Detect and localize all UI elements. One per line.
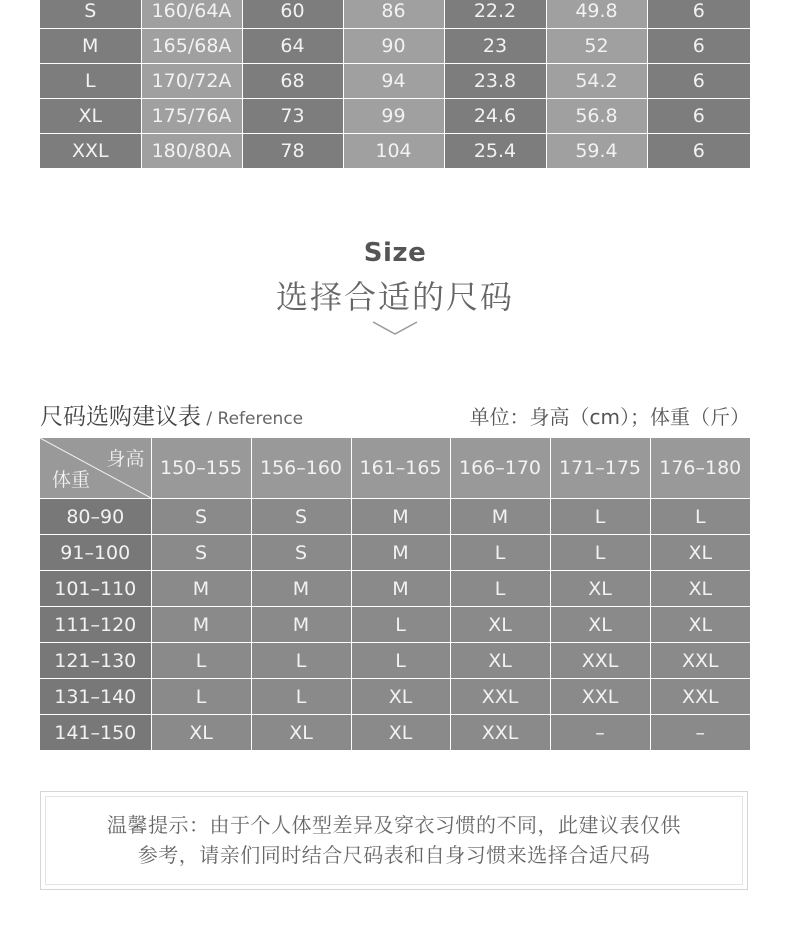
height-range-header: 150–155 [151, 438, 251, 499]
size-cell: 99 [343, 99, 444, 134]
recommended-size-cell: L [550, 535, 650, 571]
recommended-size-cell: XL [351, 679, 450, 715]
recommended-size-cell: XL [151, 715, 251, 751]
recommendation-row [40, 643, 750, 679]
height-range-header: 171–175 [550, 438, 650, 499]
recommended-size-cell: M [351, 499, 450, 535]
size-cell: L [40, 64, 141, 99]
recommended-size-cell: XL [351, 715, 450, 751]
tip-line-2: 参考，请亲们同时结合尺码表和自身习惯来选择合适尺码 [137, 843, 651, 867]
size-cell: 78 [242, 134, 343, 169]
height-range-header: 176–180 [650, 438, 750, 499]
recommended-size-cell: S [251, 535, 351, 571]
size-cell: 90 [343, 29, 444, 64]
recommended-size-cell: M [351, 535, 450, 571]
recommended-size-cell: XXL [550, 643, 650, 679]
size-cell: 60 [242, 0, 343, 29]
size-cell: 6 [647, 0, 750, 29]
recommended-size-cell: XXL [650, 643, 750, 679]
recommendation-title-cn: 尺码选购建议表 [40, 404, 201, 430]
weight-range-label: 131–140 [40, 679, 151, 715]
size-cell: 104 [343, 134, 444, 169]
recommendation-row [40, 571, 750, 607]
recommended-size-cell: XL [550, 607, 650, 643]
size-cell: 94 [343, 64, 444, 99]
size-cell: 86 [343, 0, 444, 29]
recommended-size-cell: XL [650, 571, 750, 607]
height-range-header: 161–165 [351, 438, 450, 499]
recommended-size-cell: L [450, 535, 550, 571]
recommended-size-cell: S [151, 499, 251, 535]
weight-range-label: 80–90 [40, 499, 151, 535]
size-cell: 25.4 [444, 134, 546, 169]
size-cell: 49.8 [546, 0, 647, 29]
section-title-cn: 选择合适的尺码 [275, 278, 514, 316]
height-range-header: 166–170 [450, 438, 550, 499]
corner-label-height: 身高 [106, 448, 145, 470]
size-cell: XL [40, 99, 141, 134]
size-cell: 23 [444, 29, 546, 64]
size-cell: 165/68A [141, 29, 242, 64]
tip-text [71, 810, 717, 870]
recommended-size-cell: XL [450, 607, 550, 643]
tip-box [40, 791, 748, 890]
size-cell: 180/80A [141, 134, 242, 169]
recommended-size-cell: L [351, 643, 450, 679]
recommendation-row [40, 607, 750, 643]
recommendation-body [40, 438, 750, 750]
size-cell: 6 [647, 29, 750, 64]
size-cell: 59.4 [546, 134, 647, 169]
recommended-size-cell: XXL [450, 715, 550, 751]
recommended-size-cell: L [450, 571, 550, 607]
size-cell: XXL [40, 134, 141, 169]
corner-cell [40, 438, 151, 499]
size-cell: 160/64A [141, 0, 242, 29]
size-cell: 54.2 [546, 64, 647, 99]
recommendation-row [40, 535, 750, 571]
size-row [40, 29, 750, 64]
recommended-size-cell: L [351, 607, 450, 643]
tip-line-1: 温馨提示：由于个人体型差异及穿衣习惯的不同，此建议表仅供 [107, 813, 681, 837]
recommendation-row [40, 499, 750, 535]
recommended-size-cell: S [151, 535, 251, 571]
size-row [40, 99, 750, 134]
weight-range-label: 121–130 [40, 643, 151, 679]
section-title-en: Size [363, 238, 427, 268]
size-cell: 6 [647, 64, 750, 99]
size-cell: 175/76A [141, 99, 242, 134]
recommendation-header-row [40, 438, 750, 499]
size-cell: 6 [647, 134, 750, 169]
recommended-size-cell: M [450, 499, 550, 535]
recommended-size-cell: S [251, 499, 351, 535]
size-cell: 56.8 [546, 99, 647, 134]
recommended-size-cell: XXL [650, 679, 750, 715]
recommended-size-cell: M [351, 571, 450, 607]
recommended-size-cell: XXL [450, 679, 550, 715]
recommended-size-cell: – [550, 715, 650, 751]
size-chart-body [40, 0, 750, 168]
corner-label-weight: 体重 [52, 469, 91, 491]
weight-range-label: 91–100 [40, 535, 151, 571]
recommended-size-cell: L [251, 679, 351, 715]
size-row [40, 64, 750, 99]
recommended-size-cell: L [650, 499, 750, 535]
recommended-size-cell: XXL [550, 679, 650, 715]
recommended-size-cell: XL [251, 715, 351, 751]
recommended-size-cell: L [151, 679, 251, 715]
size-recommendation-table [40, 438, 750, 750]
unit-note: 单位：身高（cm）；体重（斤） [469, 405, 750, 429]
size-cell: 170/72A [141, 64, 242, 99]
recommendation-row [40, 679, 750, 715]
recommended-size-cell: XL [450, 643, 550, 679]
recommended-size-cell: L [151, 643, 251, 679]
size-cell: 23.8 [444, 64, 546, 99]
size-cell: 73 [242, 99, 343, 134]
size-cell: 68 [242, 64, 343, 99]
recommended-size-cell: – [650, 715, 750, 751]
recommended-size-cell: L [550, 499, 650, 535]
weight-range-label: 141–150 [40, 715, 151, 751]
height-range-header: 156–160 [251, 438, 351, 499]
recommended-size-cell: L [251, 643, 351, 679]
size-row [40, 0, 750, 29]
recommended-size-cell: M [251, 571, 351, 607]
recommendation-row [40, 715, 750, 751]
recommended-size-cell: XL [650, 535, 750, 571]
weight-range-label: 101–110 [40, 571, 151, 607]
size-cell: 6 [647, 99, 750, 134]
size-row [40, 134, 750, 169]
size-cell: 64 [242, 29, 343, 64]
weight-range-label: 111–120 [40, 607, 151, 643]
recommended-size-cell: XL [650, 607, 750, 643]
chevron-down-icon [372, 320, 418, 336]
recommended-size-cell: M [251, 607, 351, 643]
size-cell: 22.2 [444, 0, 546, 29]
size-cell: M [40, 29, 141, 64]
recommended-size-cell: XL [550, 571, 650, 607]
size-cell: S [40, 0, 141, 29]
recommended-size-cell: M [151, 571, 251, 607]
recommended-size-cell: M [151, 607, 251, 643]
size-cell: 24.6 [444, 99, 546, 134]
size-chart-table [40, 0, 750, 168]
recommendation-title [40, 398, 303, 431]
recommendation-title-en: / Reference [201, 409, 304, 429]
size-cell: 52 [546, 29, 647, 64]
